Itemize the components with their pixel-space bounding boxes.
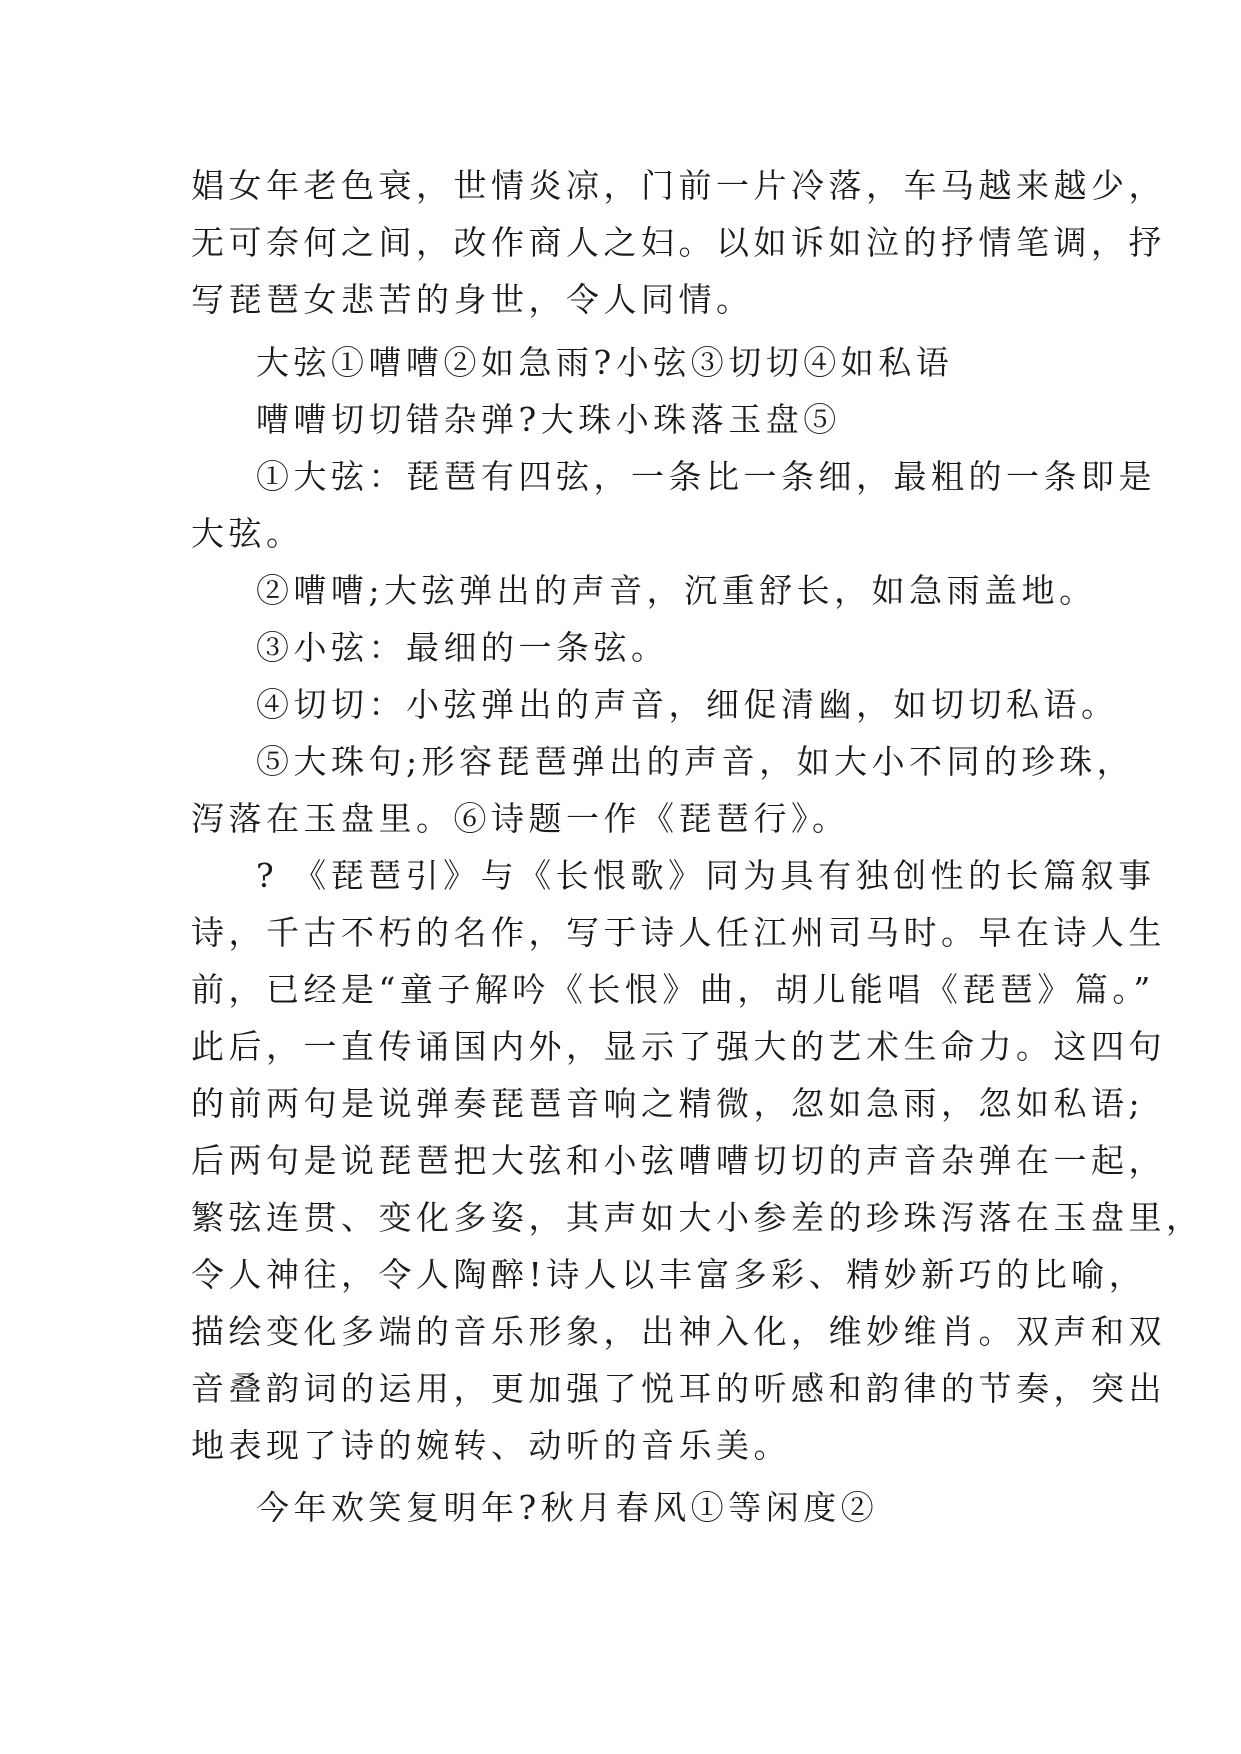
- footnote-line: ②嘈嘈;大弦弹出的声音，沉重舒长，如急雨盖地。: [256, 571, 1097, 610]
- commentary-line: 诗，千古不朽的名作，写于诗人任江州司马时。早在诗人生: [191, 913, 1166, 952]
- commentary-line: ? 《琵琶引》与《长恨歌》同为具有独创性的长篇叙事: [256, 856, 1156, 895]
- text-line: 无可奈何之间，改作商人之妇。以如诉如泣的抒情笔调，抒: [191, 223, 1166, 262]
- commentary-line: 后两句是说琵琶把大弦和小弦嘈嘈切切的声音杂弹在一起，: [191, 1141, 1166, 1180]
- footnote-line: ⑤大珠句;形容琵琶弹出的声音，如大小不同的珍珠，: [256, 742, 1135, 781]
- poem-line: 今年欢笑复明年?秋月春风①等闲度②: [256, 1488, 879, 1527]
- footnote-line: ③小弦：最细的一条弦。: [256, 628, 669, 667]
- commentary-line: 此后，一直传诵国内外，显示了强大的艺术生命力。这四句: [191, 1027, 1166, 1066]
- text-line: 写琵琶女悲苦的身世，令人同情。: [191, 280, 754, 319]
- commentary-line: 音叠韵词的运用，更加强了悦耳的听感和韵律的节奏，突出: [191, 1369, 1166, 1408]
- poem-line: 大弦①嘈嘈②如急雨?小弦③切切④如私语: [256, 343, 954, 382]
- commentary-line: 前，已经是“童子解吟《长恨》曲，胡儿能唱《琵琶》篇。”: [191, 970, 1155, 1009]
- text-line: 娼女年老色衰，世情炎凉，门前一片冷落，车马越来越少，: [191, 166, 1166, 205]
- commentary-line: 繁弦连贯、变化多姿，其声如大小参差的珍珠泻落在玉盘里，: [191, 1198, 1204, 1237]
- footnote-line: 大弦。: [191, 514, 304, 553]
- commentary-line: 地表现了诗的婉转、动听的音乐美。: [191, 1426, 791, 1465]
- footnote-line: 泻落在玉盘里。⑥诗题一作《琵琶行》。: [191, 799, 850, 838]
- commentary-line: 的前两句是说弹奏琵琶音响之精微，忽如急雨，忽如私语;: [191, 1084, 1145, 1123]
- footnote-line: ④切切：小弦弹出的声音，细促清幽，如切切私语。: [256, 685, 1119, 724]
- poem-line: 嘈嘈切切错杂弹?大珠小珠落玉盘⑤: [256, 400, 841, 439]
- footnote-line: ①大弦：琵琶有四弦，一条比一条细，最粗的一条即是: [256, 457, 1156, 496]
- commentary-line: 描绘变化多端的音乐形象，出神入化，维妙维肖。双声和双: [191, 1312, 1166, 1351]
- commentary-line: 令人神往，令人陶醉!诗人以丰富多彩、精妙新巧的比喻，: [191, 1255, 1147, 1294]
